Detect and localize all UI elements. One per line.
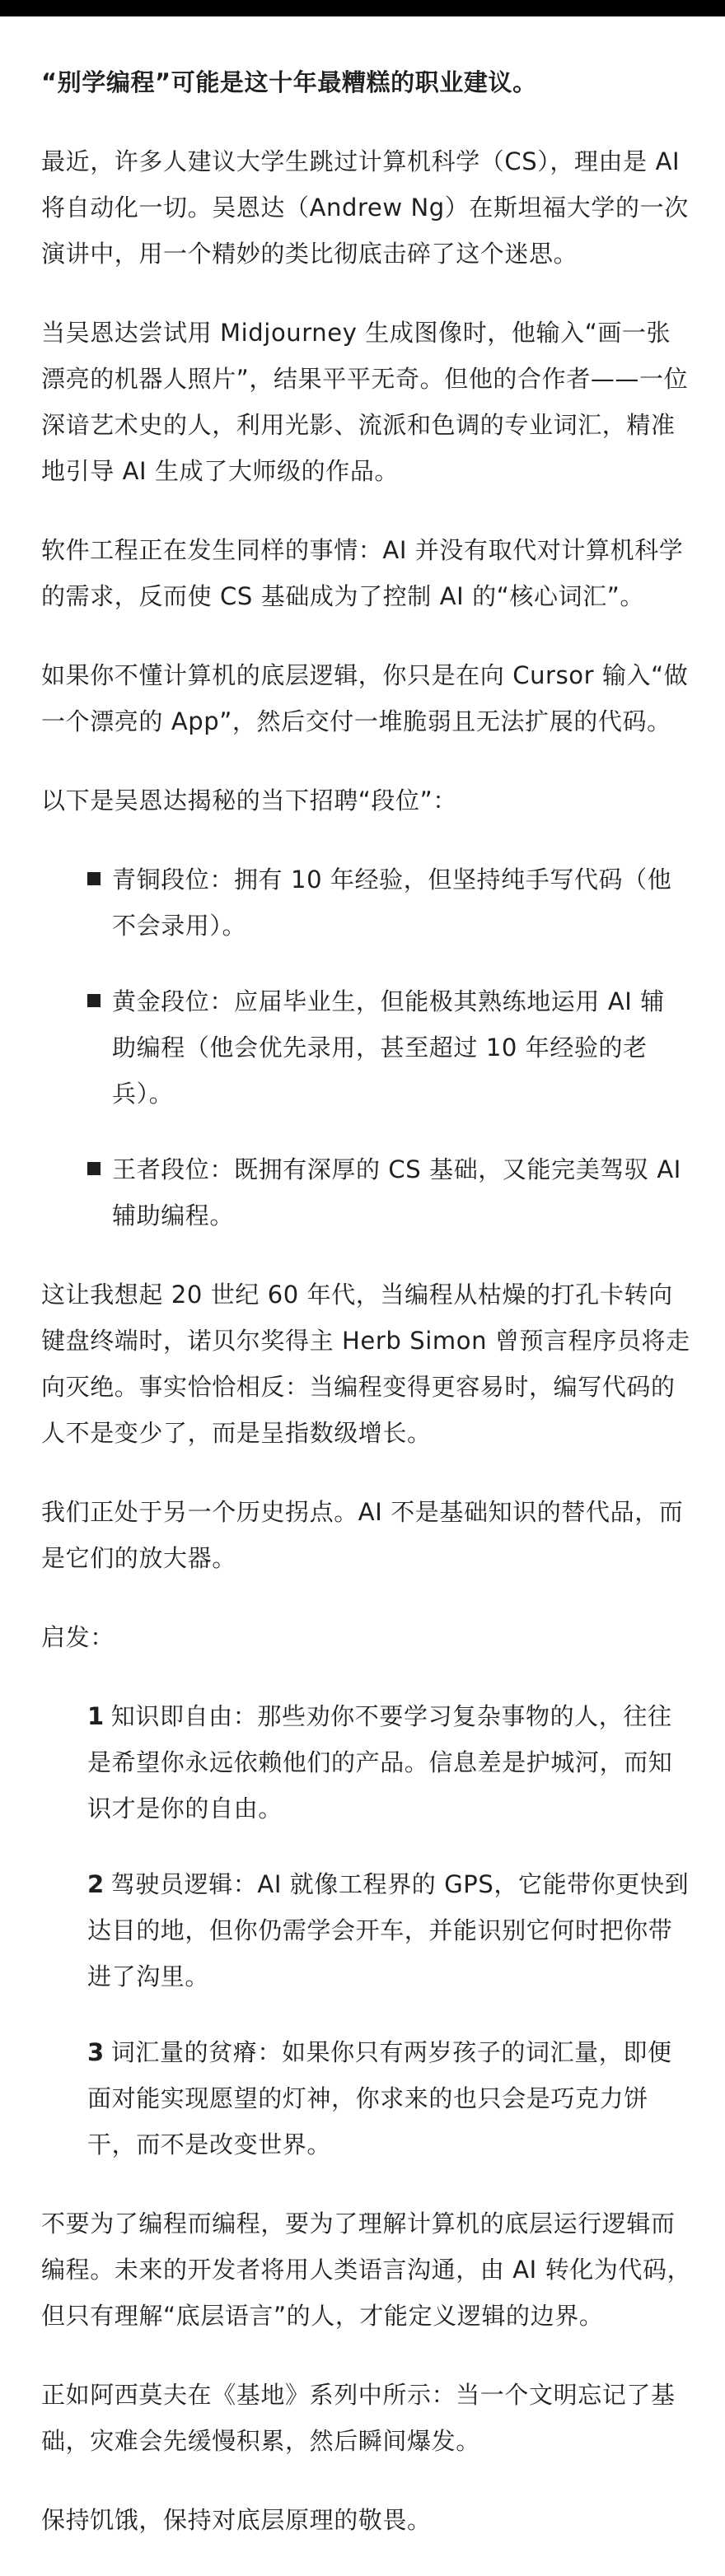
article-title: “别学编程”可能是这十年最糟糕的职业建议。: [41, 68, 537, 96]
paragraph-turning-point: 我们正处于另一个历史拐点。AI 不是基础知识的替代品，而是它们的放大器。: [41, 1498, 684, 1572]
paragraph-cursor: 如果你不懂计算机的底层逻辑，你只是在向 Cursor 输入“做一个漂亮的 App”，然后交付一堆脆弱且无法扩展的代码。: [41, 661, 689, 735]
list-item: [41, 1861, 692, 2000]
tier-text: 青铜段位：拥有 10 年经验，但坚持纯手写代码（他不会录用）。: [112, 866, 672, 940]
insight-number: 1: [87, 1702, 105, 1730]
insight-text: 知识即自由：那些劝你不要学习复杂事物的人，往往是希望你永远依赖他们的产品。信息差是护城河，而知识才是你的自由。: [87, 1702, 673, 1822]
insight-number: 3: [87, 2038, 105, 2066]
paragraph-closing: 保持饥饿，保持对底层原理的敬畏。: [41, 2506, 432, 2534]
list-item: [41, 1693, 692, 1832]
paragraph-intro: 最近，许多人建议大学生跳过计算机科学（CS），理由是 AI 将自动化一切。吴恩达（Andrew Ng）在斯坦福大学的一次演讲中，用一个精妙的类比彻底击碎了这个迷思。: [41, 147, 689, 268]
square-bullet-icon: [87, 872, 101, 885]
article-body: [41, 59, 692, 2576]
square-bullet-icon: [87, 1162, 101, 1175]
top-bar: [0, 0, 725, 16]
paragraph-asimov: 正如阿西莫夫在《基地》系列中所示：当一个文明忘记了基础，灾难会先缓慢积累，然后瞬间爆发。: [41, 2381, 676, 2455]
paragraph-insights-heading: 启发：: [41, 1623, 115, 1651]
list-item: [41, 978, 692, 1117]
tier-list: [41, 856, 692, 1239]
insight-text: 词汇量的贫瘠：如果你只有两岁孩子的词汇量，即便面对能实现愿望的灯神，你求来的也只会是巧克力饼干，而不是改变世界。: [87, 2038, 672, 2158]
paragraph-tiers-intro: 以下是吴恩达揭秘的当下招聘“段位”：: [41, 786, 457, 814]
paragraph-software-engineering: 软件工程正在发生同样的事情：AI 并没有取代对计算机科学的需求，反而使 CS 基础成为了控制 AI 的“核心词汇”。: [41, 536, 684, 610]
square-bullet-icon: [87, 994, 101, 1007]
list-item: [41, 1146, 692, 1239]
paragraph-purpose: 不要为了编程而编程，要为了理解计算机的底层运行逻辑而编程。未来的开发者将用人类语言沟通，由 AI 转化为代码，但只有理解“底层语言”的人，才能定义逻辑的边界。: [41, 2210, 692, 2330]
paragraph-midjourney: 当吴恩达尝试用 Midjourney 生成图像时，他输入“画一张漂亮的机器人照片”，结果平平无奇。但他的合作者——一位深谙艺术史的人，利用光影、流派和色调的专业词汇，精准地引导 AI 生成了大师级的作品。: [41, 319, 689, 485]
list-item: [41, 2029, 692, 2168]
insight-text: 驾驶员逻辑：AI 就像工程界的 GPS，它能带你更快到达目的地，但你仍需学会开车，并能识别它何时把你带进了沟里。: [87, 1870, 690, 1990]
tier-text: 黄金段位：应届毕业生，但能极其熟练地运用 AI 辅助编程（他会优先录用，甚至超过 10 年经验的老兵）。: [112, 987, 665, 1108]
list-item: [41, 856, 692, 949]
insight-number: 2: [87, 1870, 105, 1898]
insight-list: [41, 1693, 692, 2168]
paragraph-history: 这让我想起 20 世纪 60 年代，当编程从枯燥的打孔卡转向键盘终端时，诺贝尔奖得主 Herb Simon 曾预言程序员将走向灭绝。事实恰恰相反：当编程变得更容易时，编写代码的人不是变少了，而是呈指数级增长。: [41, 1281, 690, 1447]
tier-text: 王者段位：既拥有深厚的 CS 基础，又能完美驾驭 AI 辅助编程。: [112, 1155, 681, 1230]
